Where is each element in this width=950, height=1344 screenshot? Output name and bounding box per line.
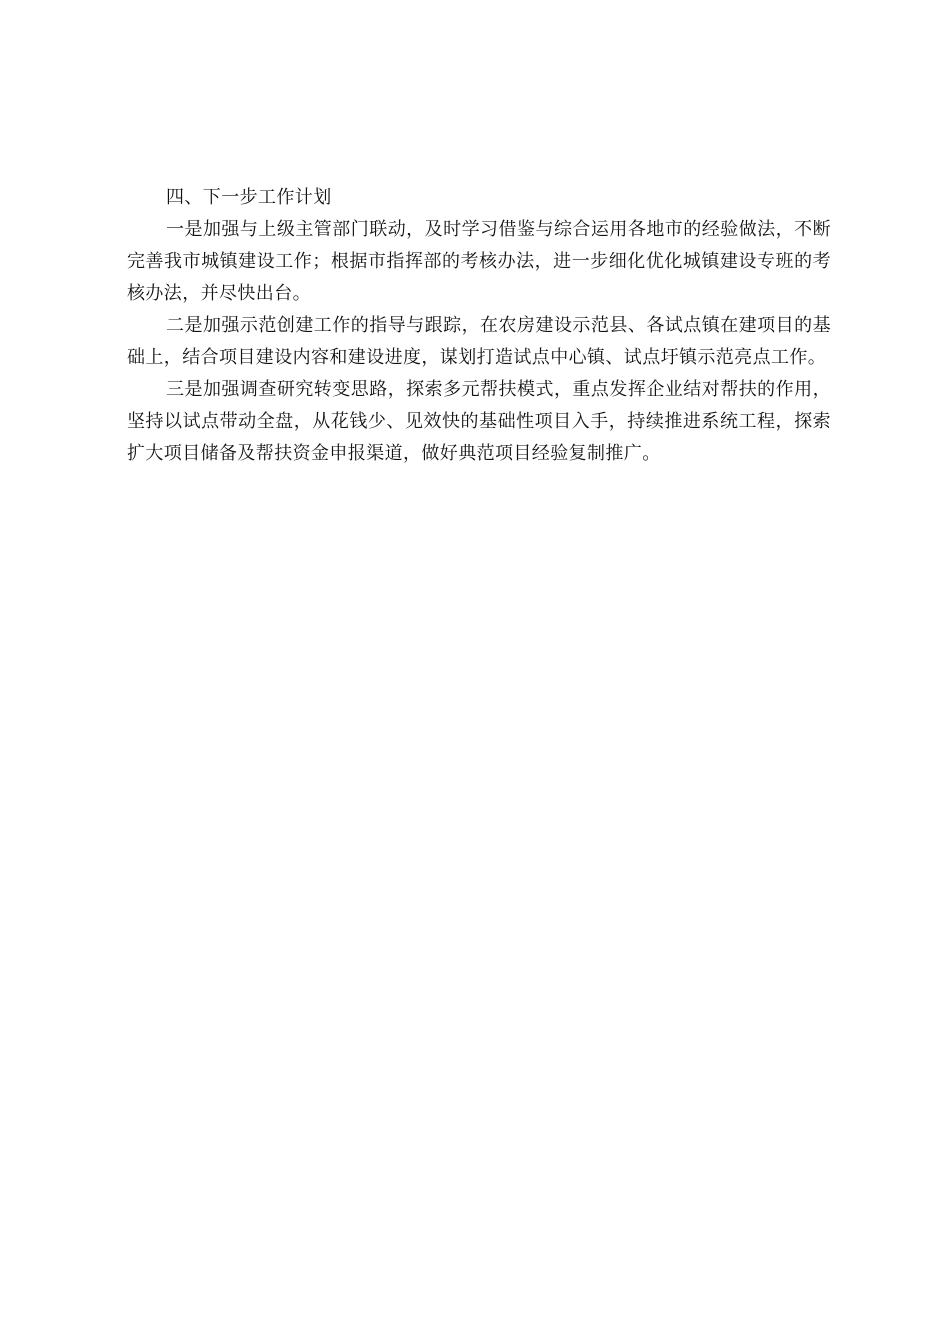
document-body xyxy=(127,182,831,470)
section-heading: 四、下一步工作计划 xyxy=(166,187,332,208)
paragraph-1: 一是加强与上级主管部门联动，及时学习借鉴与综合运用各地市的经验做法，不断完善我市城镇建设工作；根据市指挥部的考核办法，进一步细化优化城镇建设专班的考核办法，并尽快出台。 xyxy=(127,219,831,304)
paragraph-3: 三是加强调查研究转变思路，探索多元帮扶模式，重点发挥企业结对帮扶的作用，坚持以试点带动全盘，从花钱少、见效快的基础性项目入手，持续推进系统工程，探索扩大项目储备及帮扶资金申报渠道，做好典范项目经验复制推广。 xyxy=(127,379,831,464)
paragraph-2: 二是加强示范创建工作的指导与跟踪，在农房建设示范县、各试点镇在建项目的基础上，结合项目建设内容和建设进度，谋划打造试点中心镇、试点圩镇示范亮点工作。 xyxy=(127,315,831,368)
